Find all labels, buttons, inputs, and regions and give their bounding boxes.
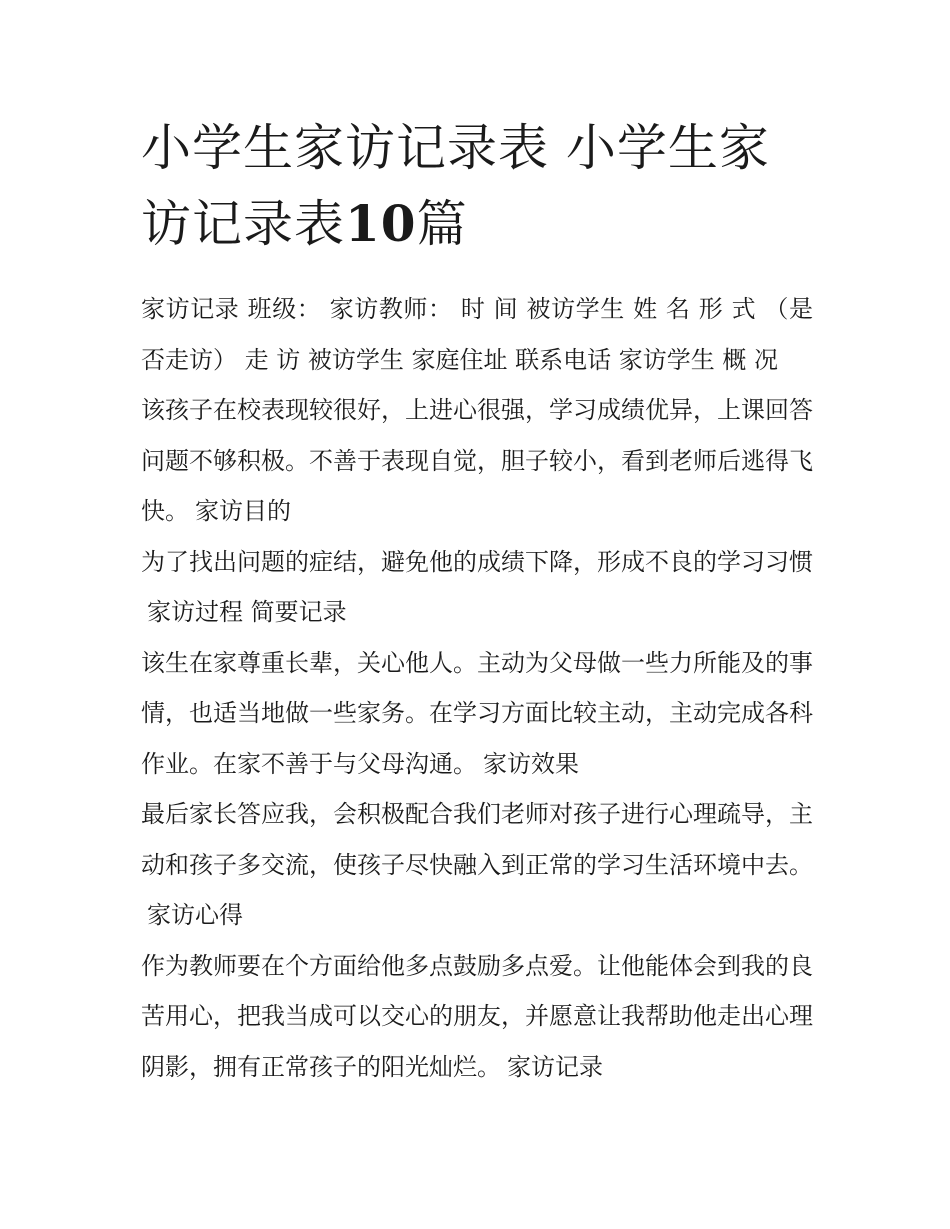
paragraph-text: 家访记录 班级： 家访教师： 时 间 被访学生 姓 名 形 式 （是否走访） 走 访 被访学生 家庭住址 联系电话 家访学生 概 况 bbox=[141, 295, 813, 374]
paragraph-visit-purpose bbox=[141, 537, 813, 638]
section-label: 家访效果 bbox=[483, 749, 579, 778]
paragraph-text: 最后家长答应我，会积极配合我们老师对孩子进行心理疏导，主动和孩子多交流，使孩子尽快融入到正常的学习生活环境中去。 bbox=[141, 800, 813, 879]
section-label: 家访心得 bbox=[147, 901, 243, 929]
title-number: 10 bbox=[345, 194, 417, 253]
paragraph-text: 该生在家尊重长辈，关心他人。主动为父母做一些力所能及的事情，也适当地做一些家务。在学习方面比较主动，主动完成各科作业。在家不善于与父母沟通。 bbox=[141, 648, 813, 778]
paragraph-text: 该孩子在校表现较很好，上进心很强，学习成绩优异，上课回答问题不够积极。不善于表现自觉，胆子较小，看到老师后逃得飞快。 bbox=[141, 396, 813, 525]
document-page bbox=[141, 110, 813, 1092]
paragraph-visit-effect bbox=[141, 789, 813, 941]
title-suffix: 篇 bbox=[416, 195, 468, 253]
section-label: 家访目的 bbox=[195, 497, 291, 525]
paragraph-text: 作为教师要在个方面给他多点鼓励多点爱。让他能体会到我的良苦用心，把我当成可以交心的朋友，并愿意让我帮助他走出心理阴影，拥有正常孩子的阳光灿烂。 bbox=[141, 951, 813, 1081]
paragraph-visit-record-header bbox=[141, 284, 813, 385]
section-label: 家访过程 简要记录 bbox=[147, 598, 347, 626]
paragraph-visit-process bbox=[141, 638, 813, 790]
title-text: 小学生家访记录表 小学生家访记录表 bbox=[141, 119, 770, 253]
paragraph-visit-reflection bbox=[141, 941, 813, 1093]
paragraph-text: 为了找出问题的症结，避免他的成绩下降，形成不良的学习习惯 bbox=[141, 547, 813, 576]
section-label: 家访记录 bbox=[507, 1052, 603, 1081]
paragraph-student-overview bbox=[141, 385, 813, 537]
document-title bbox=[141, 110, 813, 262]
